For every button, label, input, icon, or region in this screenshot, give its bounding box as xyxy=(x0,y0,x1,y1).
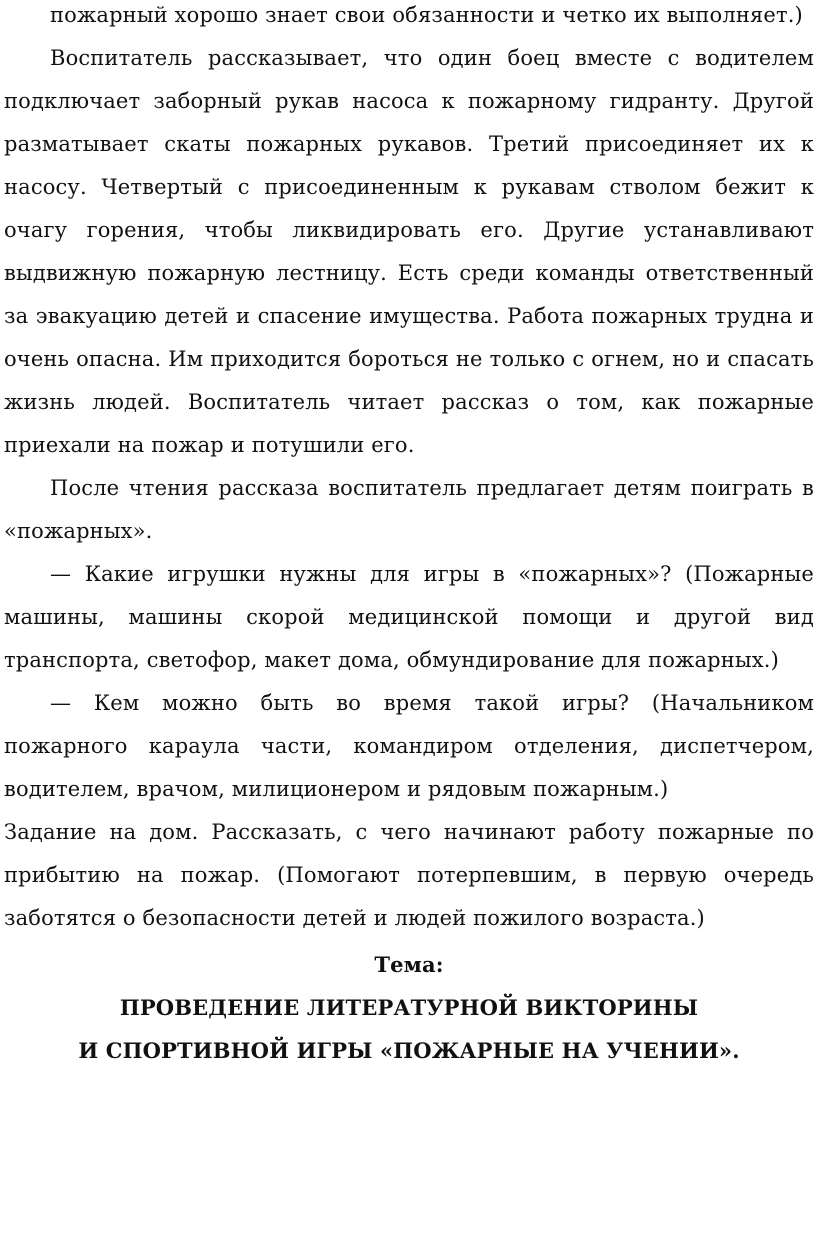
title-line-1: ПРОВЕДЕНИЕ ЛИТЕРАТУРНОЙ ВИКТОРИНЫ xyxy=(119,995,699,1020)
paragraph-play-invitation: После чтения рассказа воспитатель предлагает детям поиграть в «пожарных». xyxy=(4,476,814,543)
paragraph-homework: Задание на дом. Рассказать, с чего начинают работу пожарные по прибытию на пожар. (Помогают потерпевшим, в первую очередь заботятся о безопасности детей и людей пожилого возраста.) xyxy=(4,820,814,930)
title-line-2: И СПОРТИВНОЙ ИГРЫ «ПОЖАРНЫЕ НА УЧЕНИИ». xyxy=(78,1038,740,1063)
paragraph-teacher-story: Воспитатель рассказывает, что один боец вместе с водителем подключает заборный рукав насоса к пожарному гидранту. Другой разматывает скаты пожарных рукавов. Третий присоединяет их к насосу. Четвертый с присоединенным к рукавам стволом бежит к очагу горения, чтобы ликвидировать его. Другие устанавливают выдвижную пожарную лестницу. Есть среди команды ответственный за эвакуацию детей и спасение имущества. Работа пожарных трудна и очень опасна. Им приходится бороться не только с огнем, но и спасать жизнь людей. Воспитатель читает рассказ о том, как пожарные приехали на пожар и потушили его. xyxy=(4,46,814,457)
paragraph-roles-question: — Кем можно быть во время такой игры? (Начальником пожарного караула части, командиром отделения, диспетчером, водителем, врачом, милиционером и рядовым пожарным.) xyxy=(4,691,814,801)
paragraph-firefighter-duties: пожарный хорошо знает свои обязанности и четко их выполняет.) xyxy=(50,3,803,27)
topic-label: Тема: xyxy=(374,952,444,977)
paragraph-toys-question: — Какие игрушки нужны для игры в «пожарных»? (Пожарные машины, машины скорой медицинской помощи и другой вид транспорта, светофор, макет дома, обмундирование для пожарных.) xyxy=(4,562,814,672)
